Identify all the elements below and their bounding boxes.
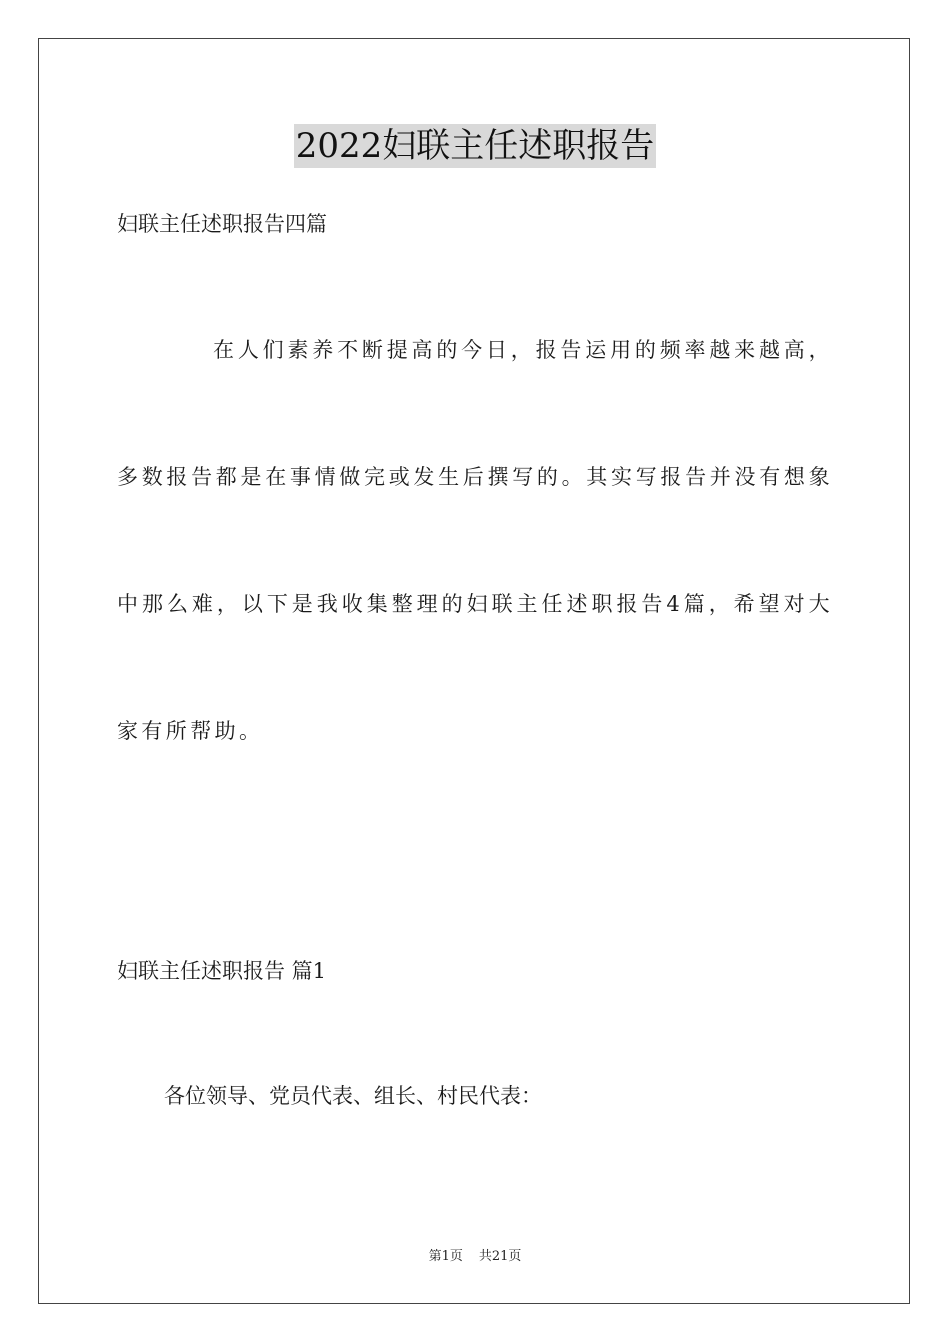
page-footer bbox=[0, 1248, 950, 1266]
title-container bbox=[0, 124, 950, 168]
page-total: 共21页 bbox=[478, 1249, 522, 1264]
section-heading: 妇联主任述职报告 篇1 bbox=[117, 959, 327, 983]
page-number: 第1页 bbox=[428, 1249, 463, 1264]
document-title: 2022妇联主任述职报告 bbox=[295, 126, 655, 166]
document-subtitle: 妇联主任述职报告四篇 bbox=[117, 212, 327, 236]
greeting-line: 各位领导、党员代表、组长、村民代表： bbox=[164, 1084, 542, 1108]
intro-paragraph: 在人们素养不断提高的今日，报告运用的频率越来越高，多数报告都是在事情做完或发生后撰写的。其实写报告并没有想象中那么难，以下是我收集整理的妇联主任述职报告4篇，希望对大家有所帮助。 bbox=[117, 338, 833, 743]
